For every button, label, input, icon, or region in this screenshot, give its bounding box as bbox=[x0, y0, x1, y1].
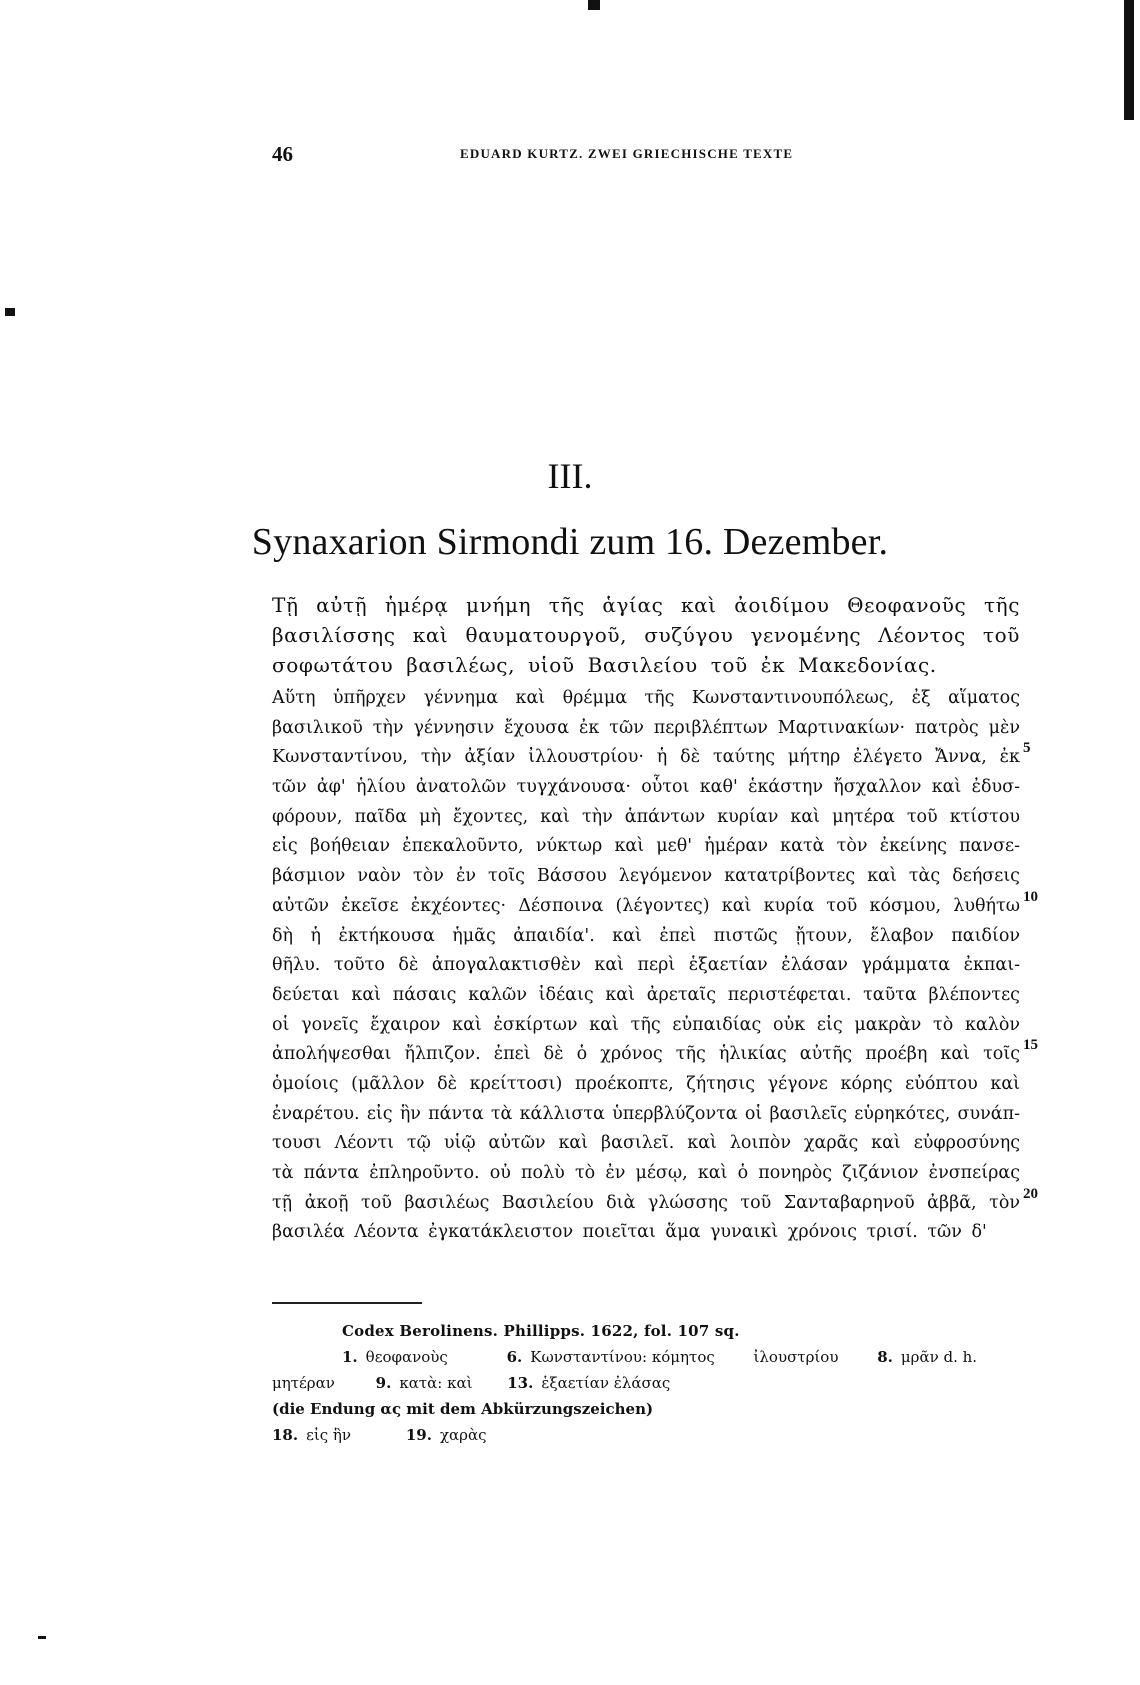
apparatus-entry: 18. εἰς ἣν bbox=[272, 1426, 352, 1444]
margin-line-number: 20 bbox=[1023, 1186, 1038, 1202]
body-line: τῶν ἀφ' ἡλίου ἀνατολῶν τυγχάνουσα· οὗτοι καθ' ἑκάστην ἤσχαλλον καὶ ἐδυσ- bbox=[272, 777, 1020, 798]
body-line: δεύεται καὶ πάσαις καλῶν ἰδέαις καὶ ἀρεταῖς περιστέφεται. ταῦτα βλέποντες bbox=[272, 984, 1020, 1005]
body-paragraph bbox=[272, 684, 1020, 1248]
body-line: τῇ ἀκοῇ τοῦ βασιλέως Βασιλείου διὰ γλώσσης τοῦ Σανταβαρηνοῦ ἀββᾶ, τὸν bbox=[272, 1192, 1020, 1213]
body-line: εἰς βοήθειαν ἐπεκαλοῦντο, νύκτωρ καὶ μεθ' ἡμέραν κατὰ τὸν ἐκείνης πανσε- bbox=[272, 836, 1020, 857]
body-line: Αὕτη ὑπῆρχεν γέννημα καὶ θρέμμα τῆς Κωνσταντινουπόλεως, ἐξ αἵματος bbox=[272, 688, 1020, 708]
section-number: III. bbox=[547, 456, 593, 496]
body-line: δὴ ἡ ἐκτήκουσα ἡμᾶς ἀπαιδία'. καὶ ἐπεὶ πιστῶς ᾔτουν, ἔλαβον παιδίον bbox=[272, 925, 1020, 946]
body-line: ἀπολήψεσθαι ἤλπιζον. ἐπεὶ δὲ ὁ χρόνος τῆς ἡλικίας αὐτῆς προέβη καὶ τοῖς bbox=[272, 1044, 1020, 1065]
apparatus-entry: 19. χαρὰς bbox=[405, 1426, 487, 1444]
body-line: ὁμοίοις (μᾶλλον δὲ κρείττοσι) προέκοπτε, ζήτησις γέγονε κόρης εὐόπτου καὶ bbox=[272, 1073, 1020, 1094]
apparatus-line bbox=[272, 1422, 1020, 1448]
running-title: EDUARD KURTZ. ZWEI GRIECHISCHE TEXTE bbox=[460, 146, 794, 161]
apparatus-entry: 13. ἑξαετίαν ἐλάσας bbox=[507, 1374, 671, 1392]
apparatus-entry: 9. κατὰ: καὶ bbox=[375, 1374, 473, 1392]
apparatus-entry: 6. Κωνσταντίνου: κόμητος bbox=[506, 1348, 715, 1366]
footnote-rule bbox=[272, 1302, 422, 1304]
body-line: αὐτῶν ἐκεῖσε ἐκχέοντες· Δέσποινα (λέγοντες) καὶ κυρία τοῦ κόσμου, λυθήτω bbox=[272, 895, 1020, 916]
scan-mark-left-arrow bbox=[5, 308, 15, 316]
running-head bbox=[0, 142, 1140, 166]
body-line: τὰ πάντα ἐπληροῦντο. οὐ πολὺ τὸ ἐν μέσῳ, καὶ ὁ πονηρὸς ζιζάνιον ἐνσπείρας bbox=[272, 1163, 1020, 1183]
body-line: τουσι Λέοντι τῷ υἱῷ αὐτῶν καὶ βασιλεῖ. καὶ λοιπὸν χαρᾶς καὶ εὐφροσύνης bbox=[272, 1133, 1020, 1154]
body-line: Κωνσταντίνου, τὴν ἀξίαν ἰλλουστρίου· ἡ δὲ ταύτης μήτηρ ἐλέγετο Ἄννα, ἐκ bbox=[272, 747, 1020, 768]
body-line: βασιλικοῦ τὴν γέννησιν ἔχουσα ἐκ τῶν περιβλέπτων Μαρτινακίων· πατρὸς μὲν bbox=[272, 717, 1020, 738]
apparatus-line bbox=[272, 1344, 1020, 1370]
margin-line-number: 15 bbox=[1023, 1037, 1038, 1053]
intro-line: Τῇ αὐτῇ ἡμέρᾳ μνήμη τῆς ἁγίας καὶ ἀοιδίμου Θεοφανοῦς τῆς bbox=[272, 593, 1020, 617]
margin-line-number: 10 bbox=[1023, 889, 1038, 905]
apparatus-line bbox=[272, 1370, 1020, 1396]
codex-reference: Codex Berolinens. Phillipps. 1622, fol. 107 sq. bbox=[342, 1322, 740, 1340]
scan-mark-top-right-bar bbox=[1124, 0, 1134, 120]
apparatus-entry: μητέραν bbox=[272, 1374, 335, 1392]
scan-mark-top-dash bbox=[588, 0, 600, 10]
section-title: Synaxarion Sirmondi zum 16. Dezember. bbox=[251, 521, 889, 563]
intro-line: σοφωτάτου βασιλέως, υἱοῦ Βασιλείου τοῦ ἐκ Μακεδονίας. bbox=[272, 653, 937, 677]
page-number: 46 bbox=[272, 142, 293, 166]
apparatus-entry: (die Endung ας mit dem Abkürzungszeichen) bbox=[272, 1400, 654, 1418]
body-line: θῆλυ. τοῦτο δὲ ἀπογαλακτισθὲν καὶ περὶ ἑξαετίαν ἐλάσαν γράμματα ἐκπαι- bbox=[272, 955, 1020, 976]
margin-line-number: 5 bbox=[1023, 740, 1031, 756]
scan-mark-bottom-left bbox=[38, 1636, 46, 1639]
apparatus-entry: ἰλουστρίου bbox=[753, 1348, 839, 1366]
intro-line: βασιλίσσης καὶ θαυματουργοῦ, συζύγου γενομένης Λέοντος τοῦ bbox=[272, 623, 1020, 647]
critical-apparatus bbox=[272, 1318, 1020, 1448]
intro-paragraph bbox=[272, 590, 1020, 680]
body-line: βασιλέα Λέοντα ἐγκατάκλειστον ποιεῖται ἅμα γυναικὶ χρόνοις τρισί. τῶν δ' bbox=[272, 1222, 987, 1243]
apparatus-line bbox=[272, 1396, 1020, 1422]
body-line: ἐναρέτου. εἰς ἣν πάντα τὰ κάλλιστα ὑπερβλύζοντα οἱ βασιλεῖς εὑρηκότες, συνάπ- bbox=[272, 1103, 1020, 1124]
body-line: φόρουν, παῖδα μὴ ἔχοντες, καὶ τὴν ἁπάντων κυρίαν καὶ μητέρα τοῦ κτίστου bbox=[272, 806, 1020, 827]
body-line: οἱ γονεῖς ἔχαιρον καὶ ἐσκίρτων καὶ τῆς εὐπαιδίας οὐκ εἰς μακρὰν τὸ καλὸν bbox=[272, 1014, 1020, 1035]
apparatus-entry: 8. μρᾶν d. h. bbox=[877, 1348, 978, 1366]
body-line: βάσμιον ναὸν τὸν ἐν τοῖς Βάσσου λεγόμενον κατατρίβοντες καὶ τὰς δεήσεις bbox=[272, 866, 1020, 887]
apparatus-entry: 1. θεοφανοὺς bbox=[342, 1348, 448, 1366]
